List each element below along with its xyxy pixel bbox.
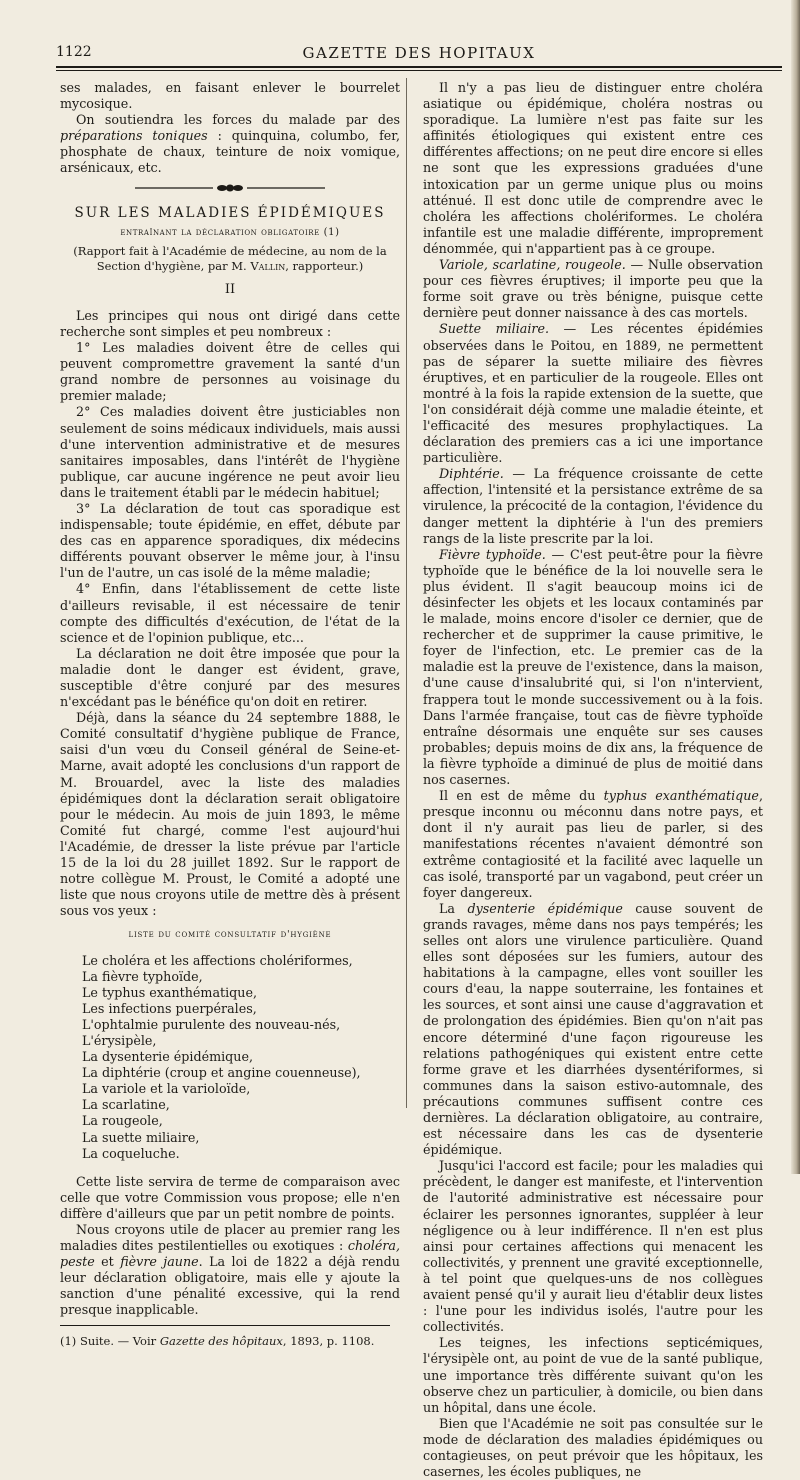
- section-number: II: [224, 281, 236, 297]
- italic-text: choléra, peste: [60, 1238, 400, 1270]
- text-run: cause souvent de grands ravages, même dans nos pays tempérés; les selles ont alors une virulence particulière. Quand elles sont déposées sur les fumiers, autour des habitations à la campagne, elles vont souiller les cours d'eau, la nappe souterraine, les fontaines et les sources, et sont ainsi une cause d'aggravation et de prolongation des épidémies. Bien qu'on n'ait pas encore déterminé d'une façon rigoureuse les relations pathogéniques qui existent entre cette forme grave et les diarrhées dysentériformes, si communes dans la saison estivo-automnale, des précautions communes suffisent contre ces dernières. La déclaration obligatoire, au contraire, est nécessaire dans les cas de dysenterie épidémique.: [423, 900, 763, 1158]
- text-run: (Rapport fait à l'Académie de médecine, au nom de la Section d'hygiène, par M.: [73, 243, 387, 273]
- list-item: La diphtérie (croup et angine couenneuse),: [82, 1065, 361, 1081]
- italic-text: préparations toniques: [60, 128, 208, 144]
- section-note: [60, 244, 400, 274]
- paragraph: 3° La déclaration de tout cas sporadique est indispensable; toute épidémie, en effet, débute par des cas en apparence sporadiques, dix médecins différents pouvant observer le même jour, à l'insu l'un de l'autre, un cas isolé de la même maladie;: [60, 500, 400, 581]
- paragraph: Cette liste servira de terme de comparaison avec celle que votre Commission vous propose; elle n'en diffère d'ailleurs que par un petit nombre de points.: [60, 1173, 400, 1221]
- paragraph: Déjà, dans la séance du 24 septembre 1888, le Comité consultatif d'hygiène publique de France, saisi d'un vœu du Conseil général de Seine-et-Marne, avait adopté les conclusions d'un rapport de M. Brouardel, avec la liste des maladies épidémiques dont la déclaration serait obligatoire pour le médecin. Au mois de juin 1893, le même Comité fut chargé, comme l'est aujourd'hui l'Académie, de dresser la liste prévue par l'article 15 de la loi du 28 juillet 1892. Sur le rapport de notre collègue M. Proust, le Comité a adopté une liste que nous croyons utile de mettre dès à présent sous vos yeux :: [60, 710, 400, 919]
- footnote: [60, 1334, 400, 1348]
- paragraph: [423, 466, 763, 546]
- italic-text: Gazette des hôpitaux: [159, 1333, 283, 1348]
- list-item: La variole et la varioloïde,: [82, 1081, 251, 1097]
- paragraph: [423, 257, 763, 321]
- italic-text: typhus exanthématique: [603, 788, 759, 804]
- paragraph-lead: Variole, scarlatine, rougeole.: [439, 257, 626, 273]
- text-run: — La fréquence croissante de cette affection, l'intensité et la persistance extrême de sa virulence, la précocité de la contagion, l'évidence du danger mettent la diphtérie à l'un des premiers rangs de la liste prescrite par la loi.: [423, 466, 763, 546]
- list-item: La rougeole,: [82, 1113, 163, 1129]
- section-subtitle: entraînant la déclaration obligatoire (1): [120, 226, 340, 238]
- list-item: Le typhus exanthématique,: [82, 984, 258, 1000]
- text-run: — C'est peut-être pour la fièvre typhoïde que le bénéfice de la loi nouvelle sera le plus évident. Il s'agit beaucoup moins ici de désinfecter les objets et les locaux contaminés par le malade, moins encore d'isoler ce dernier, que de rechercher et de supprimer la cause primitive, le foyer de l'infection, etc. Le premier cas de la maladie est la preuve de l'existence, dans la maison, d'une cause d'insalubrité qui, si l'on n'intervient, frappera tout le monde successivement ou à la fois. Dans l'armée française, tout cas de fièvre typhoïde entraîne désormais une enquête sur ses causes probables; depuis moins de dix ans, la fréquence de la fièvre typhoïde a diminué de plus de moitié dans nos casernes.: [423, 546, 763, 788]
- text-run: (1) Suite. — Voir: [60, 1333, 160, 1348]
- disease-list: [60, 953, 400, 1162]
- paragraph: [423, 788, 763, 901]
- paragraph: ses malades, en faisant enlever le bourrelet mycosique.: [60, 80, 400, 112]
- italic-text: dysenterie épidémique: [467, 900, 623, 916]
- paragraph: Il n'y a pas lieu de distinguer entre choléra asiatique ou épidémique, choléra nostras ou sporadique. La lumière n'est pas faite sur les affinités étiologiques qui existent entre ces différentes affections; on ne peut dire encore si elles ne sont que les expressions graduées d'une intoxication par un germe unique plus ou moins atténué. Il est donc utile de comprendre avec le choléra les affections cholériformes. Le choléra infantile est une maladie différente, improprement dénommée, qui n'appartient pas à ce groupe.: [423, 80, 763, 256]
- text-run: et: [94, 1254, 121, 1270]
- paragraph: Les teignes, les infections septicémiques, l'érysipèle ont, au point de vue de la santé publique, une importance très différente suivant qu'on les observe chez un particulier, à domicile, ou bien dans un hôpital, dans une école.: [423, 1335, 763, 1415]
- list-title: liste du comité consultatif d'hygiène: [128, 929, 332, 941]
- list-item: L'ophtalmie purulente des nouveau-nés,: [82, 1016, 341, 1032]
- ornament-divider-icon: [135, 183, 325, 193]
- text-run: : quinquina, columbo, fer, phosphate de chaux, teinture de noix vomique, arsénicaux, etc.: [60, 128, 400, 176]
- paragraph: Jusqu'ici l'accord est facile; pour les maladies qui précèdent, le danger est manifeste, et l'intervention de l'autorité administrative est nécessaire pour éclairer les personnes ignorantes, suppléer à leur négligence ou à leur indifférence. Il n'en est plus ainsi pour certaines affections qui menacent les collectivités, y prennent une gravité exceptionnelle, à tel point que quelques-uns de nos collègues avaient pensé qu'il y aurait lieu d'établir deux listes : l'une pour les individus isolés, l'autre pour les collectivités.: [423, 1158, 763, 1335]
- text-run: . La loi de 1822 a déjà rendu leur déclaration obligatoire, mais elle y ajoute la sanction d'une pénalité excessive, qui la rend presque inapplicable.: [60, 1254, 400, 1318]
- text-run: Il en est de même du: [439, 788, 604, 804]
- paragraph: [60, 1222, 400, 1319]
- right-column: [423, 80, 763, 1480]
- paragraph: [423, 901, 763, 1159]
- paragraph: [423, 547, 763, 788]
- text-run: — Les récentes épidémies observées dans le Poitou, en 1889, ne permettent pas de séparer la suette miliaire des fièvres éruptives, et en particulier de la rougeole. Elles ont montré à la fois la rapide extension de la suette, que l'on considérait déjà comme une maladie éteinte, et l'efficacité des mesures prophylactiques. La déclaration des premiers cas a ici une importance particulière.: [423, 321, 763, 466]
- paragraph: La déclaration ne doit être imposée que pour la maladie dont le danger est évident, grave, susceptible d'être conjuré par des mesures n'excédant pas le bénéfice qu'on doit en retirer.: [60, 645, 400, 710]
- list-item: Le choléra et les affections cholériformes,: [82, 952, 353, 968]
- text-run: — Nulle observation pour ces fièvres éruptives; il importe peu que la forme soit grave ou très bénigne, puisque cette dernière peut donner naissance à des cas mortels.: [423, 257, 764, 321]
- text-run: , 1893, p. 1108.: [282, 1333, 375, 1348]
- text-run: On soutiendra les forces du malade par des: [76, 112, 400, 128]
- paragraph: Les principes qui nous ont dirigé dans cette recherche sont simples et peu nombreux :: [60, 307, 400, 339]
- list-item: Les infections puerpérales,: [82, 1000, 257, 1016]
- left-column: [60, 80, 400, 1348]
- text-run: Nous croyons utile de placer au premier rang les maladies dites pestilentielles ou exotiques :: [60, 1222, 400, 1254]
- footnote-rule: [60, 1325, 390, 1326]
- header-rule: [56, 66, 782, 68]
- text-run: La: [439, 900, 468, 916]
- list-item: La coqueluche.: [82, 1145, 180, 1161]
- section-title: SUR LES MALADIES ÉPIDÉMIQUES: [74, 204, 386, 221]
- paragraph: [60, 112, 400, 176]
- text-run: , rapporteur.): [285, 258, 364, 273]
- journal-title: GAZETTE DES HOPITAUX: [302, 44, 536, 62]
- author-name: Vallin: [250, 258, 286, 273]
- header-rule-thin: [56, 70, 782, 71]
- paragraph-lead: Diphtérie.: [439, 466, 504, 482]
- page-header: [56, 44, 782, 64]
- list-item: La scarlatine,: [82, 1097, 170, 1113]
- paragraph: [423, 321, 763, 466]
- paragraph-lead: Suette miliaire.: [439, 321, 549, 337]
- list-item: La suette miliaire,: [82, 1129, 200, 1145]
- text-run: , presque inconnu ou méconnu dans notre pays, et dont il n'y aurait pas lieu de parler, si des manifestations récentes n'avaient démontré son extrême contagiosité et la facilité avec laquelle un cas isolé, transporté par un vagabond, peut créer un foyer dangereux.: [423, 788, 763, 900]
- paragraph: 4° Enfin, dans l'établissement de cette liste d'ailleurs revisable, il est nécessaire de tenir compte des difficultés d'exécution, de l'état de la science et de l'opinion publique, etc...: [60, 581, 400, 645]
- italic-text: fièvre jaune: [120, 1254, 199, 1270]
- page-number: 1122: [56, 44, 92, 60]
- page-edge-shadow: [791, 0, 800, 1174]
- paragraph-lead: Fièvre typhoïde.: [439, 546, 546, 562]
- column-divider: [406, 78, 407, 1108]
- list-item: La dysenterie épidémique,: [82, 1049, 254, 1065]
- list-item: L'érysipèle,: [82, 1032, 157, 1048]
- paragraph: 2° Ces maladies doivent être justiciables non seulement de soins médicaux individuels, mais aussi d'une intervention administrative et de mesures sanitaires imposables, dans l'intérêt de l'hygiène publique, car aucune ingérence ne peut avoir lieu dans le traitement établi par le médecin habituel;: [60, 404, 400, 500]
- list-item: La fièvre typhoïde,: [82, 968, 203, 984]
- paragraph: Bien que l'Académie ne soit pas consultée sur le mode de déclaration des maladies épidémiques ou contagieuses, on peut prévoir que les hôpitaux, les casernes, les écoles publiques, ne: [423, 1415, 763, 1480]
- paragraph: 1° Les maladies doivent être de celles qui peuvent compromettre gravement la santé d'un grand nombre de personnes au voisinage du premier malade;: [60, 340, 400, 404]
